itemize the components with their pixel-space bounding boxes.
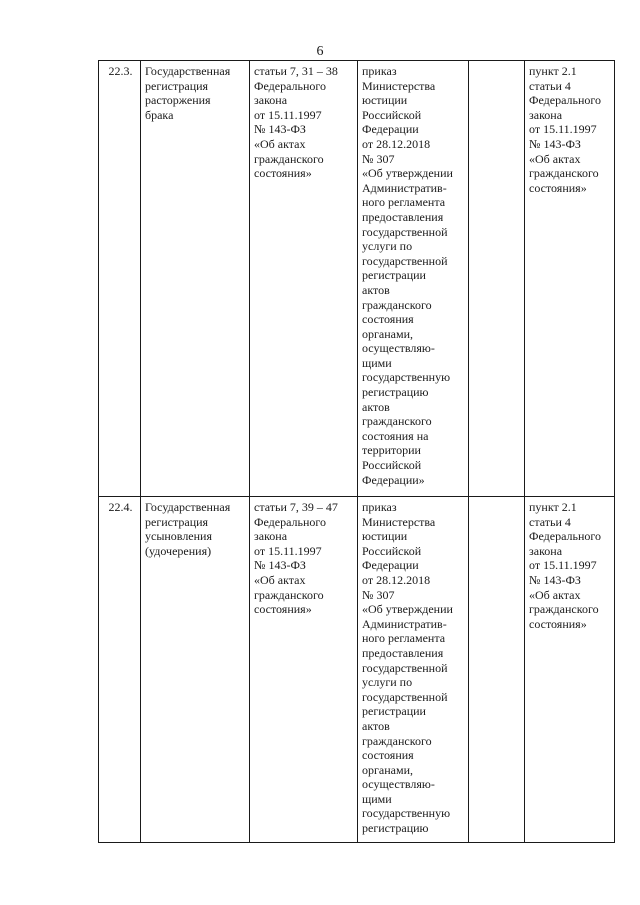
page-number: 6 bbox=[316, 44, 324, 59]
clause-reference-cell bbox=[525, 61, 615, 497]
empty-cell bbox=[469, 61, 525, 497]
order-reference-cell bbox=[358, 61, 469, 497]
service-name: Государственная регистрация расторжения брака bbox=[145, 64, 231, 122]
order-reference: приказ Министерства юстиции Российской Федерации от 28.12.2018 № 307 «Об утверждении Административ- ного регламента предоставления государственной услуги по государственной регистрации актов гражданского состояния органами, осуществляю- щими государственную регистрацию bbox=[362, 500, 453, 836]
row-number-cell bbox=[99, 497, 141, 843]
service-name-cell bbox=[141, 61, 250, 497]
service-name-cell bbox=[141, 497, 250, 843]
law-reference-cell bbox=[250, 497, 358, 843]
table-row bbox=[99, 61, 615, 497]
row-number: 22.3. bbox=[108, 64, 133, 78]
law-reference: статьи 7, 39 – 47 Федерального закона от 15.11.1997 № 143-ФЗ «Об актах гражданского состояния» bbox=[254, 500, 338, 617]
regulation-table bbox=[98, 60, 615, 843]
order-reference-cell bbox=[358, 497, 469, 843]
row-number-cell bbox=[99, 61, 141, 497]
clause-reference-cell bbox=[525, 497, 615, 843]
law-reference: статьи 7, 31 – 38 Федерального закона от 15.11.1997 № 143-ФЗ «Об актах гражданского состояния» bbox=[254, 64, 338, 181]
clause-reference: пункт 2.1 статьи 4 Федерального закона от 15.11.1997 № 143-ФЗ «Об актах гражданского состояния» bbox=[529, 500, 602, 631]
row-number: 22.4. bbox=[108, 500, 133, 514]
clause-reference: пункт 2.1 статьи 4 Федерального закона от 15.11.1997 № 143-ФЗ «Об актах гражданского состояния» bbox=[529, 64, 602, 195]
service-name: Государственная регистрация усыновления (удочерения) bbox=[145, 500, 231, 558]
law-reference-cell bbox=[250, 61, 358, 497]
empty-cell bbox=[469, 497, 525, 843]
order-reference: приказ Министерства юстиции Российской Федерации от 28.12.2018 № 307 «Об утверждении Административ- ного регламента предоставления государственной услуги по государственной регистрации актов гражданского состояния органами, осуществляю- щими государственную регистрацию актов гражданского состояния на территории Российской Федерации» bbox=[362, 64, 453, 487]
table-row bbox=[99, 497, 615, 843]
